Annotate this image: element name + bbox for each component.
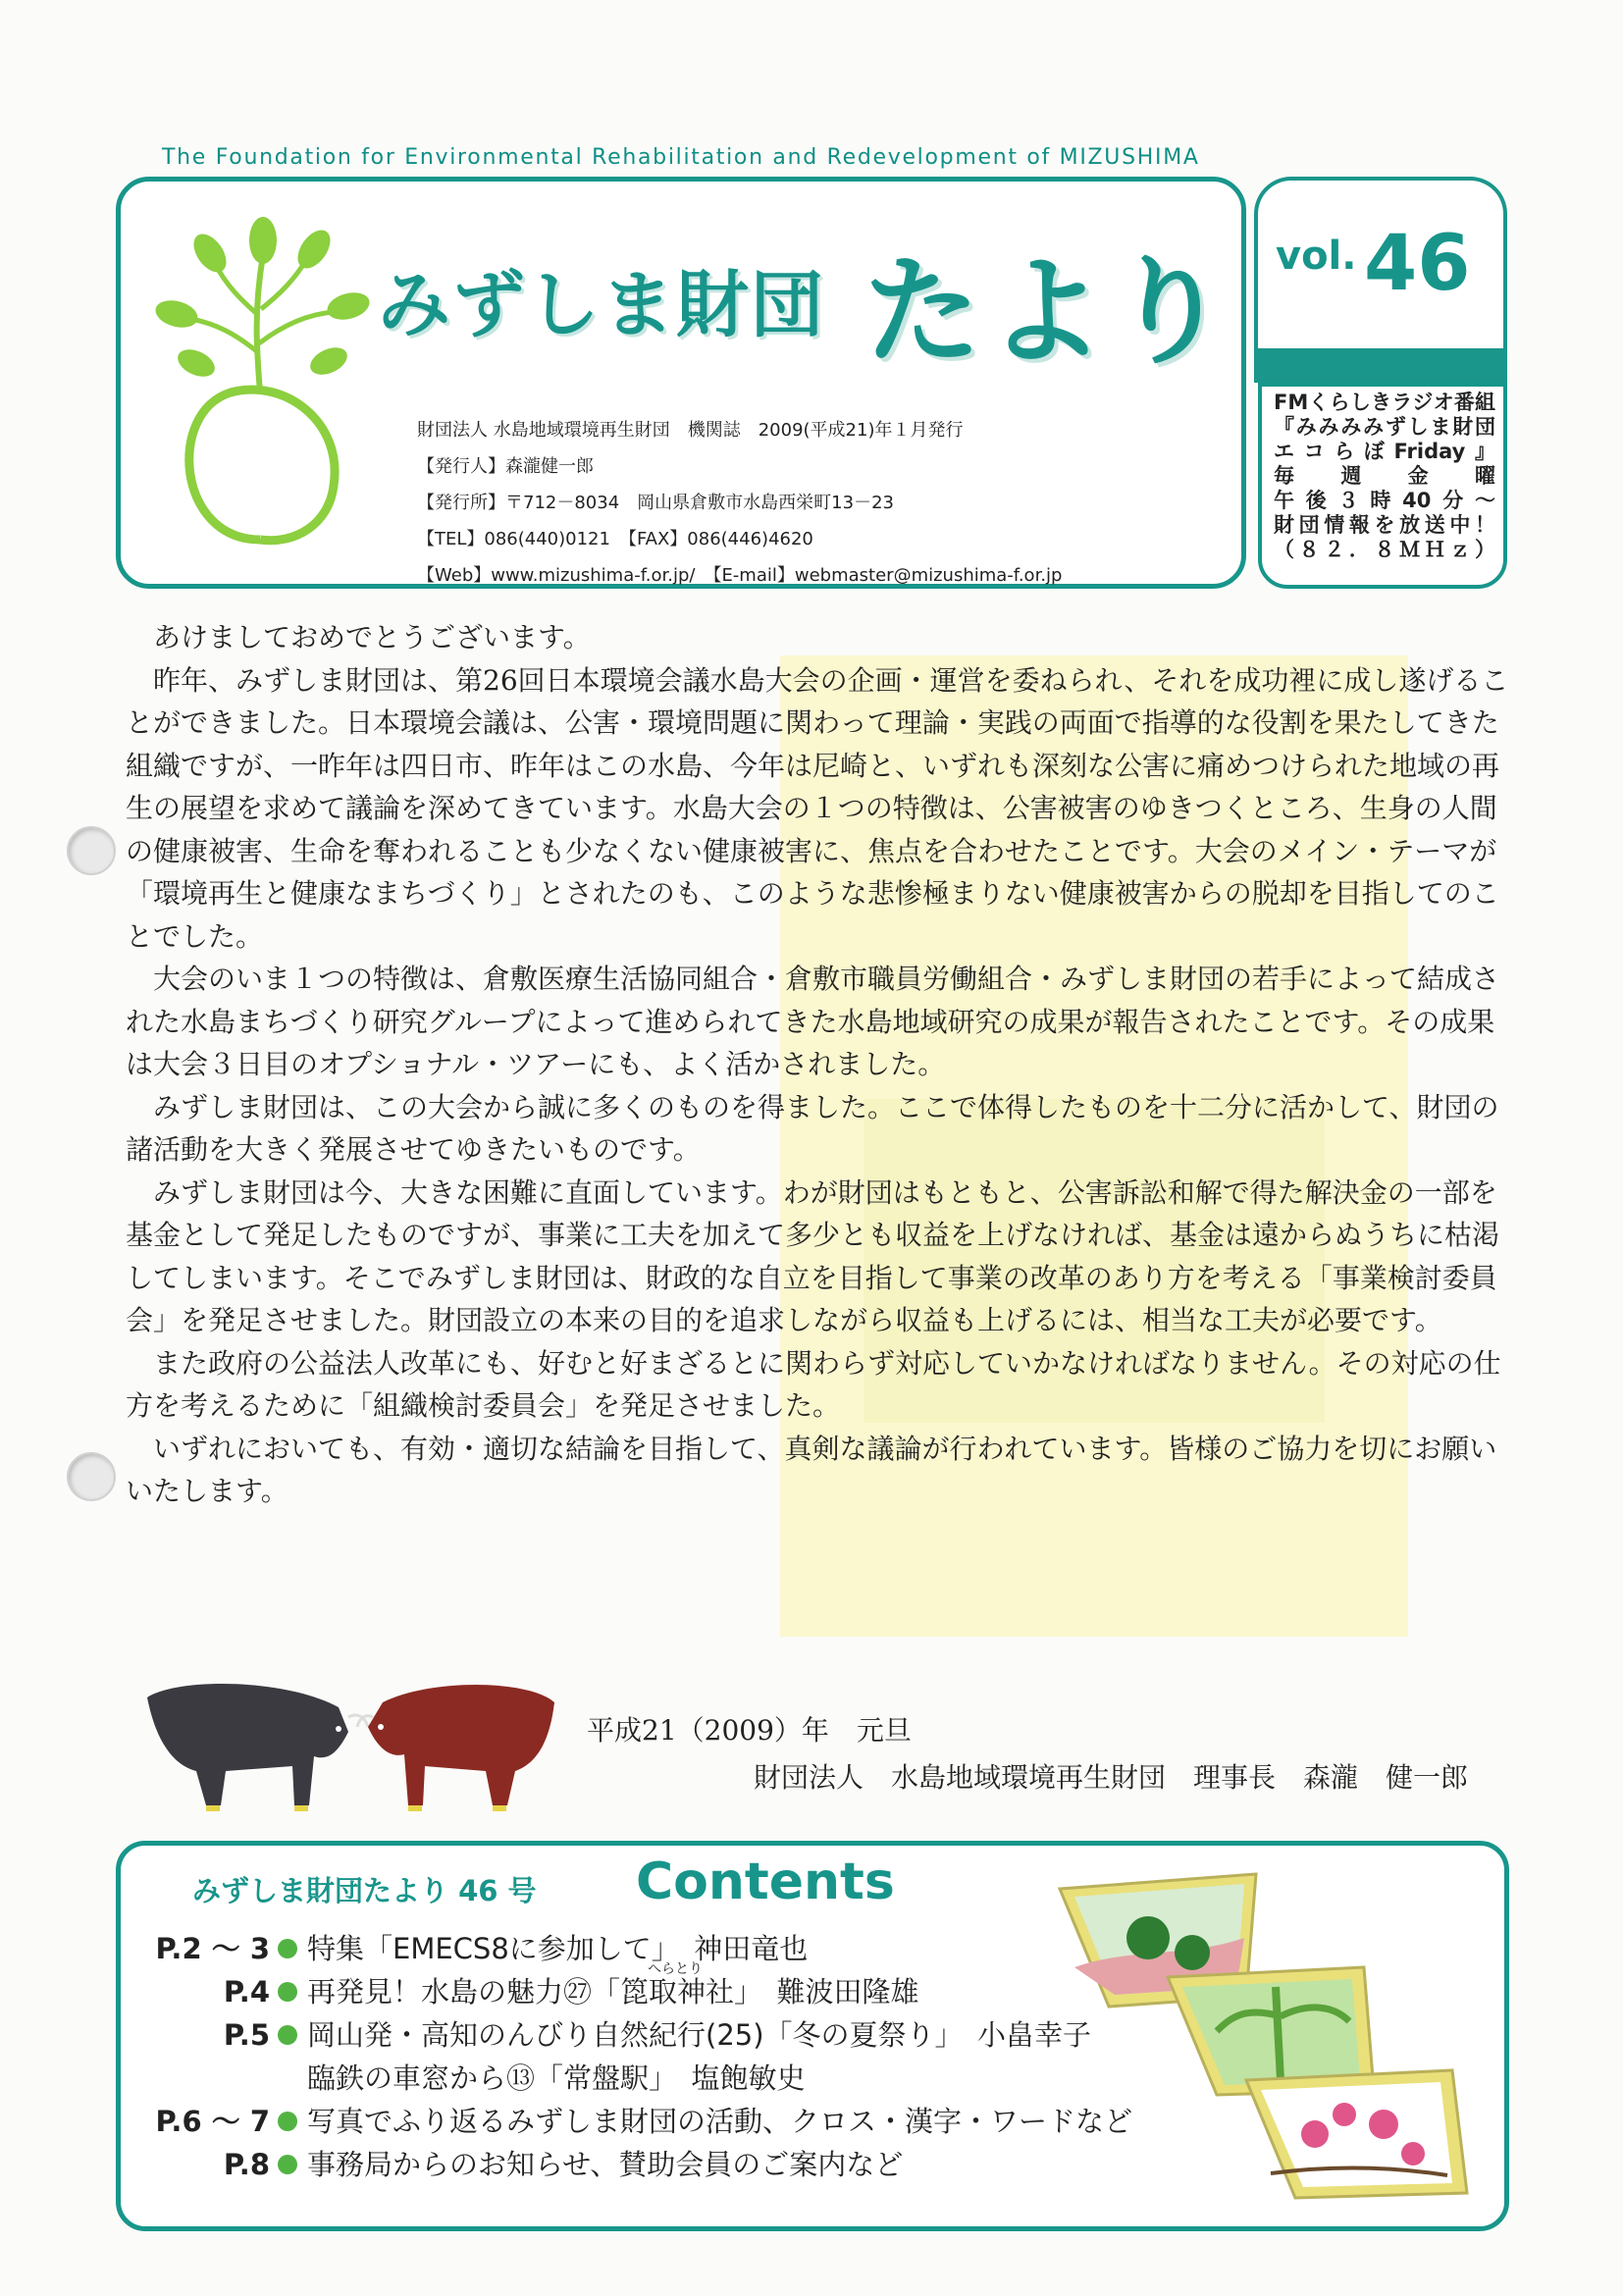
radio-program-text <box>1274 391 1495 562</box>
paragraph: また政府の公益法人改革にも、好むと好まざるとに関わらず対応していかなければなりません。その対応の仕方を考えるために「組織検討委員会」を発足させました。 <box>126 1346 1501 1422</box>
sprout-logo <box>137 216 393 559</box>
paragraph: みずしま財団は、この大会から誠に多くのものを得ました。ここで体得したものを十二分に活かして、財団の諸活動を大きく発展させてゆきたいものです。 <box>126 1090 1499 1166</box>
bullet-icon <box>278 2155 297 2174</box>
title-tayori: たより <box>864 244 1234 381</box>
info-line: 【TEL】086(440)0121 【FAX】086(446)4620 <box>417 529 813 549</box>
info-line: 【Web】www.mizushima-f.or.jp/ 【E-mail】webmaster@mizushima-f.or.jp <box>417 565 1063 586</box>
paragraph: みずしま財団は今、大きな困難に直面しています。わが財団はもともと、公害訴訟和解で得た解決金の一部を基金として発足したものですが、事業に工夫を加えて多少とも収益を上げなければ、基金は遠からぬうちに枯渇してしまいます。そこでみずしま財団は、財政的な自立を目指して事業の改革のあり方を考える「事業検討委員会」を発足させました。財団設立の本来の目的を追求しながら収益も上げるには、相当な工夫が必要です。 <box>126 1175 1500 1336</box>
paragraph: 大会のいま１つの特徴は、倉敷医療生活協同組合・倉敷市職員労働組合・みずしま財団の若手によって結成された水島まちづくり研究グループによって進められてきた水島地域研究の成果が報告されたことです。その成果は大会３日目のオプショナル・ツアーにも、よく活かされました。 <box>126 963 1500 1080</box>
volume-label: vol. <box>1276 234 1357 279</box>
publisher-info <box>417 412 1062 594</box>
new-year-message <box>126 616 1509 1513</box>
contents-entry: 写真でふり返るみずしま財団の活動、クロス・漢字・ワードなど <box>307 2105 1133 2138</box>
contents-row <box>147 1927 808 1970</box>
signature: 財団法人 水島地域環境再生財団 理事長 森瀧 健一郎 <box>754 1761 1469 1794</box>
date-line: 平成21（2009）年 元旦 <box>587 1714 912 1747</box>
bullet-icon <box>278 2112 297 2131</box>
foundation-english-name: The Foundation for Environmental Rehabilitation and Redevelopment of MIZUSHIMA <box>162 145 1200 170</box>
radio-line: （８２．８ＭＨｚ） <box>1274 538 1495 561</box>
paragraph: 昨年、みずしま財団は、第26回日本環境会議水島大会の企画・運営を委ねられ、それを成功裡に成し遂げることができました。日本環境会議は、公害・環境問題に関わって理論・実践の両面で指導的な役割を果たしてきた組織ですが、一昨年は四日市、昨年はこの水島、今年は尼崎と、いずれも深刻な公害に痛めつけられた地域の再生の展望を求めて議論を深めてきています。水島大会の１つの特徴は、公害被害のゆきつくところ、生身の人間の健康被害、生命を奪われることも少なくない健康被害に、焦点を合わせたことです。大会のメイン・テーマが「環境再生と健康なまちづくり」とされたのも、このような悲惨極まりない健康被害からの脱却を目指してのことでした。 <box>126 663 1509 953</box>
binder-hole <box>67 826 116 875</box>
contents-entry: 事務局からのお知らせ、賛助会員のご案内など <box>307 2148 904 2181</box>
info-line: 【発行人】森瀧健一郎 <box>417 456 594 477</box>
page-number: P.4 <box>223 1975 270 2009</box>
volume-number: 46 <box>1364 220 1471 308</box>
volume-badge-band <box>1254 348 1507 383</box>
bullet-icon <box>278 2025 297 2045</box>
paragraph: あけましておめでとうございます。 <box>153 621 591 653</box>
info-line: 【発行所】〒712－8034 岡山県倉敷市水島西栄町13－23 <box>417 493 894 513</box>
radio-line: FMくらしきラジオ番組 <box>1274 391 1495 414</box>
contents-entry: 再発見！水島の魅力㉗「箆取神社」 難波田隆雄 <box>307 1975 919 2009</box>
bullet-icon <box>278 1982 297 2002</box>
contents-row <box>147 1970 919 2013</box>
radio-line: 毎週金曜 <box>1274 464 1495 488</box>
radio-line: 午後３時40分～ <box>1274 489 1495 512</box>
paragraph: いずれにおいても、有効・適切な結論を目指して、真剣な議論が行われています。皆様のご協力を切にお願いいたします。 <box>126 1432 1497 1507</box>
contents-heading: Contents <box>636 1852 895 1911</box>
contents-row <box>147 2013 1091 2057</box>
page-number: P.8 <box>223 2148 270 2181</box>
info-line: 財団法人 水島地域環境再生財団 機関誌 2009(平成21)年１月発行 <box>417 420 964 441</box>
bullet-icon <box>278 1939 297 1958</box>
bulls-illustration <box>137 1658 569 1835</box>
contents-issue-label: みずしま財団たより 46 号 <box>192 1874 537 1907</box>
page-number: P.2 ～ 3 <box>155 1932 270 1965</box>
page-number: P.6 ～ 7 <box>155 2105 270 2138</box>
contents-entry: 臨鉄の車窓から⑬「常盤駅」 塩飽敏史 <box>307 2061 806 2095</box>
contents-entry: 岡山発・高知のんびり自然紀行(25)「冬の夏祭り」 小畠幸子 <box>307 2018 1092 2052</box>
fan-decorations <box>1050 1869 1482 2203</box>
contents-entry: 特集「EMECS8に参加して」 神田竜也 <box>307 1932 809 1965</box>
radio-line: 『みみみみずしま財団 <box>1274 415 1495 439</box>
contents-row <box>147 2100 1132 2143</box>
radio-line: エコらぼFriday』 <box>1274 440 1495 463</box>
binder-hole <box>67 1452 116 1501</box>
ruby-reading: へらとり <box>648 1961 703 1977</box>
contents-row <box>307 2057 806 2100</box>
title-mizushima-zaidan: みずしま財団 <box>378 263 825 347</box>
radio-line: 財団情報を放送中！ <box>1274 513 1495 537</box>
contents-row <box>147 2143 903 2186</box>
page-number: P.5 <box>223 2018 270 2052</box>
plum-fan-icon <box>1246 2070 1467 2198</box>
